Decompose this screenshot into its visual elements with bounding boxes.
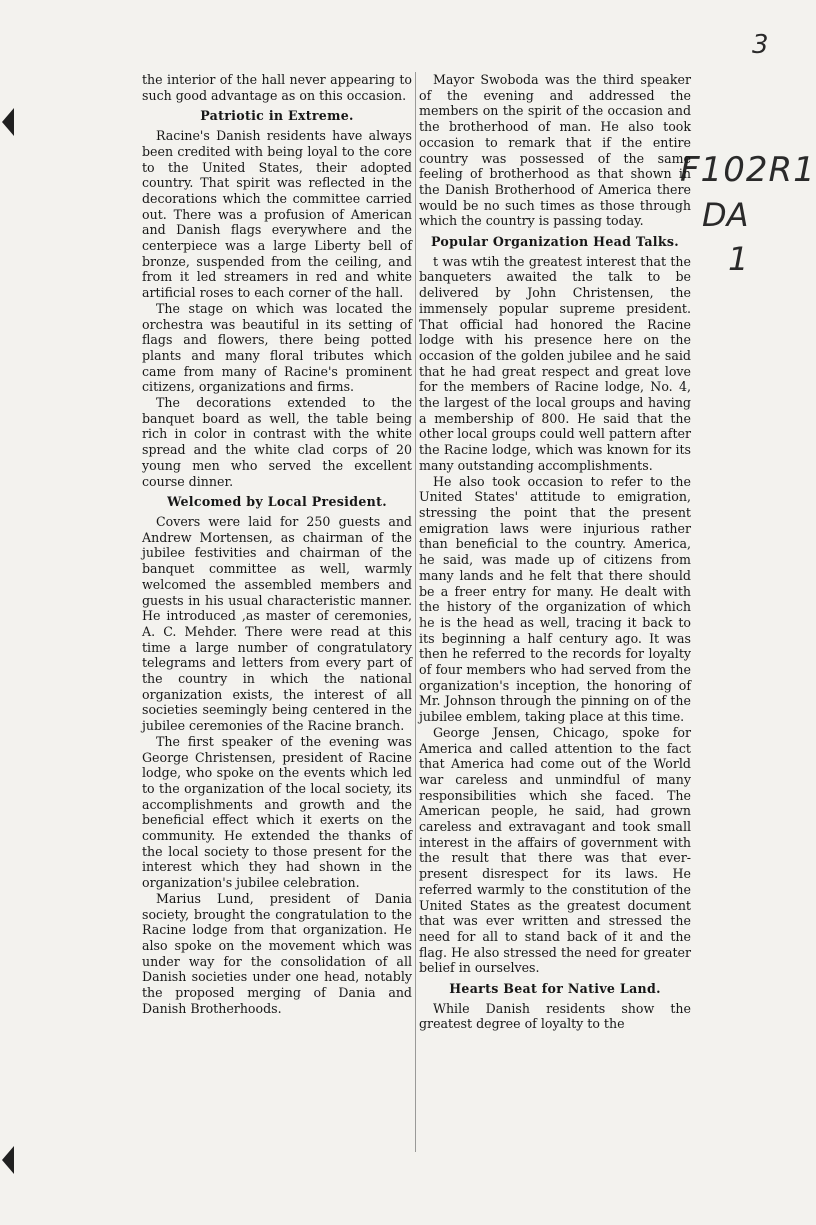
paragraph: The stage on which was located the orchestra was beautiful in its setting of flags and flowers, there being potted plants and many floral tributes which came from many of Racine's prominent citizens, organizations and firms. (142, 300, 412, 395)
left-arrow-icon (2, 1146, 14, 1174)
subheading: Patriotic in Extreme. (200, 108, 354, 124)
handwritten-code-annotation: F102R1 (680, 150, 816, 190)
subheading: Welcomed by Local President. (167, 494, 387, 510)
paragraph: The first speaker of the evening was George Christensen, president of Racine lodge, who spoke on the events which led to the organization of the local society, its accomplishments and growth and the beneficial effect which it exerts on the community. He extended the thanks of the local society to those present for the interest which they had shown in the organization's jubilee celebration. (142, 733, 412, 891)
right-column (419, 72, 691, 1032)
paragraph: While Danish residents show the greatest degree of loyalty to the (419, 1000, 691, 1032)
paragraph: The decorations extended to the banquet board as well, the table being rich in color in contrast with the white spread and the white clad corps of 20 young men who served the excellent course dinner. (142, 395, 412, 489)
left-arrow-icon (2, 108, 14, 136)
paragraph: Mayor Swoboda was the third speaker of the evening and addressed the members on the spirit of the occasion and the brotherhood of man. He also took occasion to remark that if the entire country was possessed of the same feeling of brotherhood as that shown in the Danish Brotherhood of America there would be no such times as those through which the country is passing today. (419, 72, 691, 229)
handwritten-sub-annotation: DA (702, 196, 749, 234)
subheading: Popular Organization Head Talks. (431, 234, 679, 250)
paragraph: George Jensen, Chicago, spoke for America and called attention to the fact that America had come out of the World war careless and unmindful of many responsibilities which she faced. The American people, he said, had grown careless and extravagant and took small interest in the affairs of government with the result that there was that ever-present disrespect for its laws. He referred warmly to the constitution of the United States as the greatest document that was ever written and stressed the need for all to stand back of it and the flag. He also stressed the need for greater belief in ourselves. (419, 724, 691, 976)
paragraph: t was wtih the greatest interest that the banqueters awaited the talk to be delivered by John Christensen, the immensely popular supreme president. That official had honored the Racine lodge with his presence here on the occasion of the golden jubilee and he said that he had great respect and great love for the members of Racine lodge, No. 4, the largest of the local groups and having a membership of 800. He said that the other local groups could well pattern after the Racine lodge, which was known for its many outstanding accomplishments. (419, 253, 691, 473)
paragraph: He also took occasion to refer to the United States' attitude to emigration, stressing the point that the present emigration laws were injurious rather than beneficial to the country. America, he said, was made up of citizens from many lands and he felt that there should be a freer entry for many. He dealt with the history of the organization of which he is the head as well, tracing it back to its beginning a half century ago. It was then he referred to the records for loyalty of four members who had served from the organization's inception, the honoring of Mr. Johnson through the pinning on of the jubilee emblem, taking place at this time. (419, 473, 691, 725)
paragraph: Racine's Danish residents have always been credited with being loyal to the core to the United States, their adopted country. That spirit was reflected in the decorations which the committee carried out. There was a profusion of American and Danish flags everywhere and the centerpiece was a large Liberty bell of bronze, suspended from the ceiling, and from it led streamers in red and white artificial roses to each corner of the hall. (142, 128, 412, 301)
paragraph: Covers were laid for 250 guests and Andrew Mortensen, as chairman of the jubilee festivities and chairman of the banquet committee as well, warmly welcomed the assembled members and guests in his usual characteristic manner. He introduced ,as master of ceremonies, A. C. Mehder. There were read at this time a large number of congratulatory telegrams and letters from every part of the country in which the national organization exists, the interest of all societies seemingly being centered in the jubilee ceremonies of the Racine branch. (142, 513, 412, 734)
left-column (142, 72, 412, 1016)
handwritten-number-annotation: 1 (728, 240, 749, 278)
paragraph: Marius Lund, president of Dania society, brought the congratulation to the Racine lodge from that organization. He also spoke on the movement which was under way for the consolidation of all Danish societies under one head, notably the proposed merging of Dania and Danish Brotherhoods. (142, 890, 412, 1016)
subheading: Hearts Beat for Native Land. (449, 981, 661, 997)
page-number-annotation: 3 (752, 30, 769, 60)
paragraph: the interior of the hall never appearing to such good advantage as on this occasion. (142, 72, 412, 103)
column-divider (415, 72, 416, 1152)
